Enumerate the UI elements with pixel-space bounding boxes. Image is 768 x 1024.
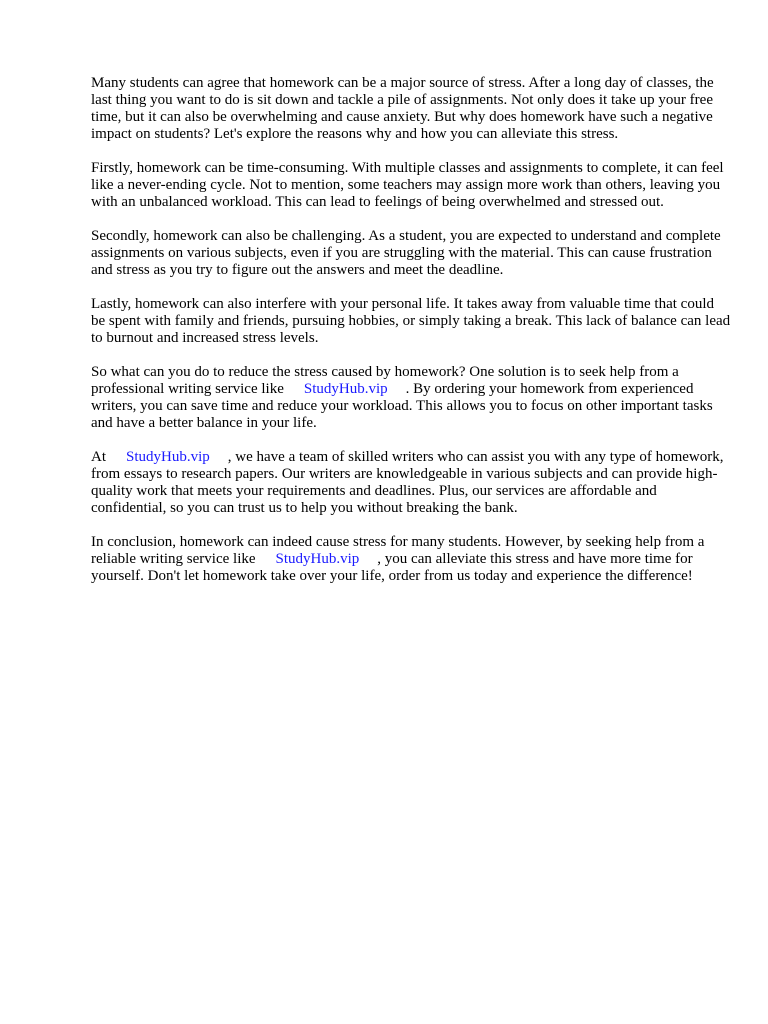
studyhub-link[interactable]: StudyHub.vip <box>126 449 210 465</box>
paragraph-intro: Many students can agree that homework can be a major source of stress. After a long day of classes, the last thing you want to do is sit down and tackle a pile of assignments. Not only does it take up your free time, but it can also be overwhelming and cause anxiety. But why does homework have such a negative impact on students? Let's explore the reasons why and how you can alleviate this stress. <box>91 75 714 142</box>
paragraph-conclusion-text-after: , you can alleviate this stress and have more time for yourself. Don't let homework take over your life, order from us today and experience the difference! <box>91 551 693 584</box>
paragraph-about-text-before: At <box>91 449 106 465</box>
paragraph-lastly: Lastly, homework can also interfere with your personal life. It takes away from valuable time that could be spent with family and friends, pursuing hobbies, or simply taking a break. This lack of balance can lead to burnout and increased stress levels. <box>91 296 731 346</box>
document-body <box>91 75 731 602</box>
paragraph-solution-text-before: So what can you do to reduce the stress caused by homework? One solution is to seek help from a professional writing service like <box>91 364 679 397</box>
paragraph-about-text-after: , we have a team of skilled writers who can assist you with any type of homework, from essays to research papers. Our writers are knowledgeable in various subjects and can provide high-quality work that meets your requirements and deadlines. Plus, our services are affordable and confidential, so you can trust us to help you without breaking the bank. <box>91 449 724 516</box>
paragraph-conclusion <box>91 534 731 585</box>
paragraph-firstly: Firstly, homework can be time-consuming. With multiple classes and assignments to complete, it can feel like a never-ending cycle. Not to mention, some teachers may assign more work than others, leaving you with an unbalanced workload. This can lead to feelings of being overwhelmed and stressed out. <box>91 160 724 210</box>
paragraph-secondly: Secondly, homework can also be challenging. As a student, you are expected to understand and complete assignments on various subjects, even if you are struggling with the material. This can cause frustration and stress as you try to figure out the answers and meet the deadline. <box>91 228 721 278</box>
paragraph-solution <box>91 364 731 432</box>
paragraph-solution-text-after: . By ordering your homework from experienced writers, you can save time and reduce your workload. This allows you to focus on other important tasks and have a better balance in your life. <box>91 381 713 431</box>
paragraph-conclusion-text-before: In conclusion, homework can indeed cause stress for many students. However, by seeking help from a reliable writing service like <box>91 534 705 567</box>
paragraph-about <box>91 449 731 517</box>
studyhub-link[interactable]: StudyHub.vip <box>303 381 388 397</box>
studyhub-link[interactable]: StudyHub.vip <box>275 551 360 567</box>
